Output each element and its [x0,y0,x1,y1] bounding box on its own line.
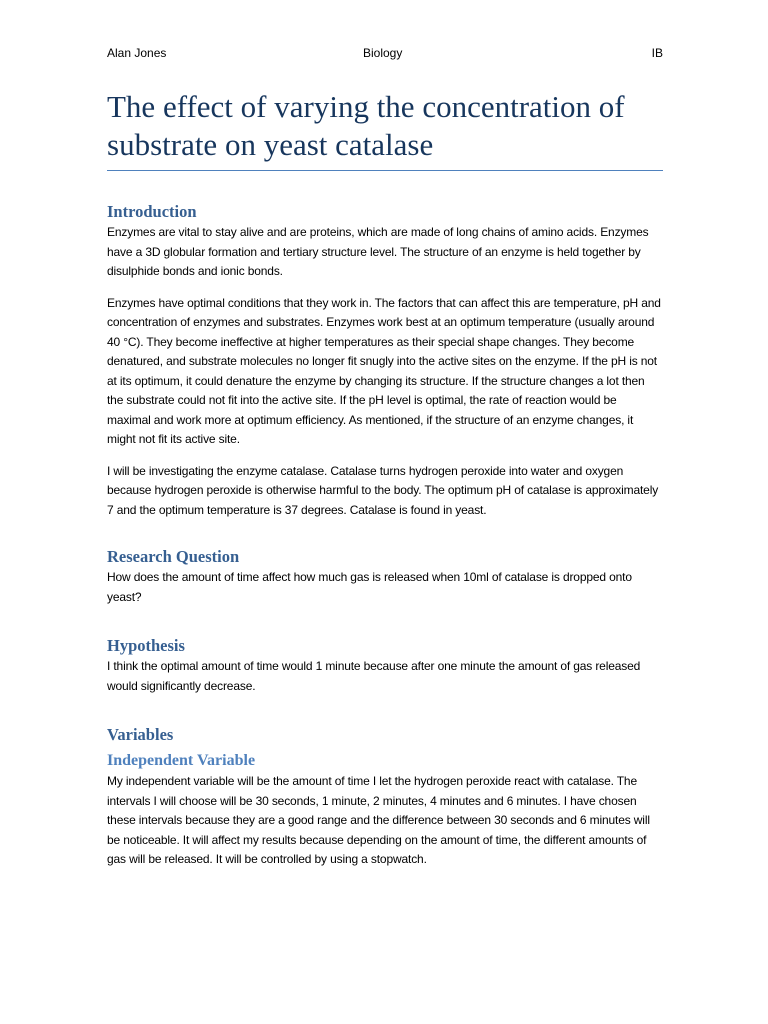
title-underline [107,170,663,171]
hypothesis-text: I think the optimal amount of time would 1 minute because after one minute the amount of gas released would significantly decrease. [107,659,641,693]
introduction-paragraph-3: I will be investigating the enzyme catalase. Catalase turns hydrogen peroxide into water and oxygen because hydrogen peroxide is otherwise harmful to the body. The optimum pH of catalase is approximately 7 and the optimum temperature is 37 degrees. Catalase is found in yeast. [107,463,659,517]
research-question-heading: Research Question [107,547,240,566]
variables-heading: Variables [107,725,174,744]
hypothesis-section [107,635,663,696]
header-author: Alan Jones [107,46,167,60]
introduction-paragraph-2: Enzymes have optimal conditions that they work in. The factors that can affect this are temperature, pH and concentration of enzymes and substrates. Enzymes work best at an optimum temperature (usually around 40 °C). They become ineffective at higher temperatures as their special shape changes. They become denatured, and substrate molecules no longer fit snugly into the active sites on the enzyme. If the pH is not at its optimum, it could denature the enzyme by changing its structure. If the structure changes a lot then the substrate could not fit into the active site. If the pH level is optimal, the rate of reaction would be maximal and work more at optimum efficiency. As mentioned, if the structure of an enzyme changes, it might not fit its active site. [107,295,661,446]
independent-variable-text: My independent variable will be the amount of time I let the hydrogen peroxide react with catalase. The intervals I will choose will be 30 seconds, 1 minute, 2 minutes, 4 minutes and 6 minutes. I have chosen these intervals because they are a good range and the difference between 30 seconds and 6 minutes will be noticeable. It will affect my results because depending on the amount of time, the different amounts of gas will be released. It will be controlled by using a stopwatch. [107,774,650,866]
introduction-paragraph-1: Enzymes are vital to stay alive and are proteins, which are made of long chains of amino acids. Enzymes have a 3D globular formation and tertiary structure level. The structure of an enzyme is held together by disulphide bonds and ionic bonds. [107,225,649,278]
research-question-text: How does the amount of time affect how much gas is released when 10ml of catalase is dropped onto yeast? [107,570,632,604]
document-title: The effect of varying the concentration of substrate on yeast catalase [107,89,625,162]
introduction-section [107,201,663,520]
page-header [107,46,663,62]
variables-section [107,724,663,870]
hypothesis-heading: Hypothesis [107,636,185,655]
research-question-section [107,546,663,607]
header-level: IB [651,46,663,60]
header-subject: Biology [363,46,403,60]
document-body [107,201,663,870]
independent-variable-heading: Independent Variable [107,752,256,769]
introduction-heading: Introduction [107,202,197,221]
